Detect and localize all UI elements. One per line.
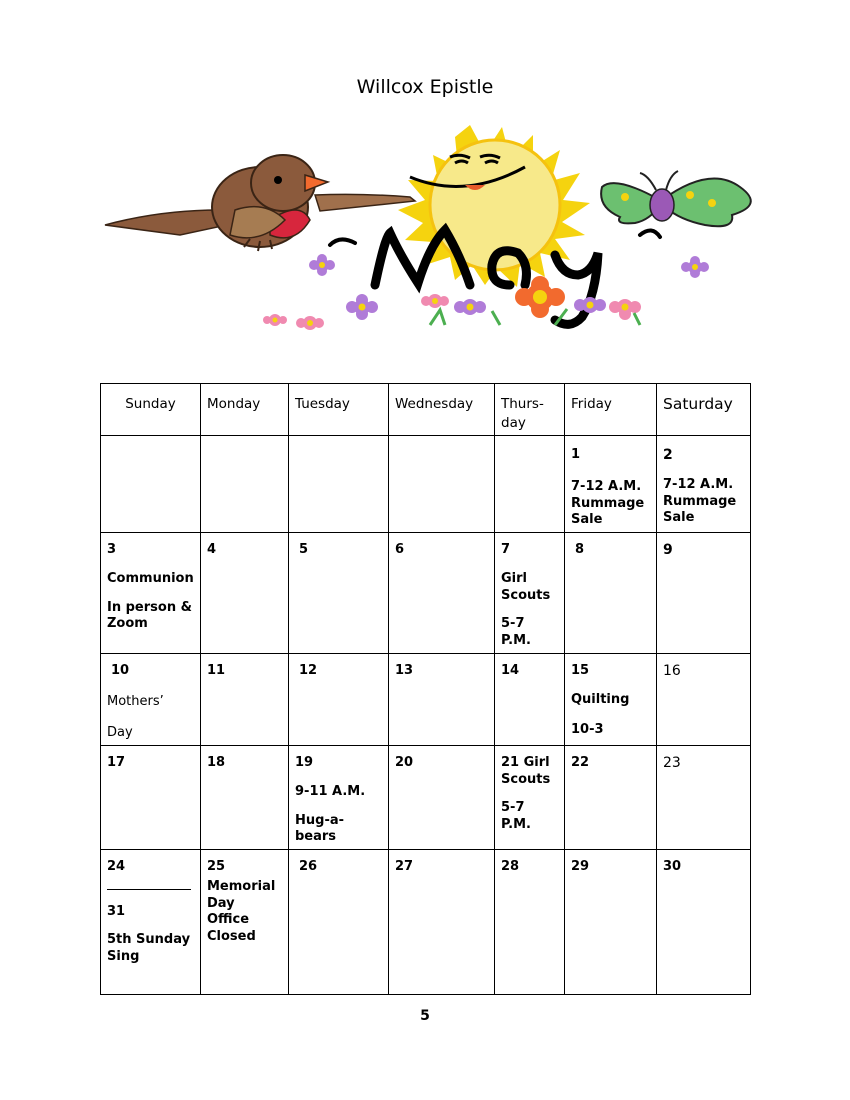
event-text: Office [207, 912, 250, 927]
event-text: Girl [501, 571, 527, 586]
day-cell-1 [565, 436, 657, 533]
day-cell-9 [657, 533, 751, 654]
day-number: 27 [395, 859, 414, 874]
event-text: 7-12 A.M. [663, 477, 734, 492]
day-number: 15 [571, 663, 590, 678]
event-text: Day [207, 895, 235, 911]
day-number: 17 [107, 755, 126, 770]
event-text: 5-7 [501, 800, 525, 815]
event-text: Mothers’ [107, 694, 164, 709]
empty-day-cell [289, 436, 389, 533]
weekday-header-row [101, 384, 751, 436]
bird-icon [105, 155, 415, 251]
day-cell-28 [495, 850, 565, 995]
day-number: 26 [299, 859, 318, 874]
day-number: 4 [207, 542, 217, 557]
empty-day-cell [495, 436, 565, 533]
event-text: 9-11 A.M. [295, 784, 366, 799]
day-cell-16 [657, 654, 751, 746]
day-cell-6 [389, 533, 495, 654]
day-cell-21 [495, 746, 565, 850]
event-text: P.M. [501, 632, 531, 648]
day-cell-4 [201, 533, 289, 654]
day-cell-19 [289, 746, 389, 850]
day-cell-11 [201, 654, 289, 746]
day-number: 30 [663, 859, 682, 874]
empty-day-cell [201, 436, 289, 533]
day-cell-2 [657, 436, 751, 533]
day-number: 13 [395, 663, 414, 678]
day-number: 21 Girl [501, 755, 550, 770]
event-text: 7-12 A.M. [571, 479, 642, 494]
day-cell-17 [101, 746, 201, 850]
weekday-monday: Monday [201, 384, 289, 436]
day-number: 25 [207, 859, 226, 874]
day-cell-15 [565, 654, 657, 746]
event-text: Closed [207, 928, 256, 944]
event-text: bears [295, 829, 337, 844]
day-cell-30 [657, 850, 751, 995]
cell-divider [107, 889, 191, 890]
day-cell-29 [565, 850, 657, 995]
day-cell-14 [495, 654, 565, 746]
event-text: Scouts [501, 771, 551, 787]
calendar-week-row [101, 654, 751, 746]
empty-day-cell [389, 436, 495, 533]
day-number: 11 [207, 663, 226, 678]
event-text: Zoom [107, 616, 148, 631]
day-number: 1 [571, 447, 581, 462]
day-number: 12 [299, 663, 318, 678]
day-cell-3 [101, 533, 201, 654]
day-cell-13 [389, 654, 495, 746]
day-cell-10 [101, 654, 201, 746]
day-number: 5 [299, 542, 309, 557]
may-calendar-table [100, 383, 751, 995]
calendar-week-row [101, 746, 751, 850]
event-text: Hug-a- [295, 812, 345, 828]
event-text: Sale [663, 510, 695, 525]
day-cell-8 [565, 533, 657, 654]
day-number: 8 [575, 542, 585, 557]
day-number: 31 [107, 904, 126, 919]
day-cell-23 [657, 746, 751, 850]
calendar-week-row [101, 436, 751, 533]
butterfly-icon [601, 171, 751, 226]
event-text: Communion [107, 571, 194, 586]
day-number: 7 [501, 542, 511, 557]
day-number: 20 [395, 755, 414, 770]
day-number: 9 [663, 542, 673, 558]
page-title: Willcox Epistle [356, 76, 494, 98]
weekday-sunday: Sunday [101, 384, 201, 436]
calendar-week-row [101, 533, 751, 654]
day-cell-26 [289, 850, 389, 995]
day-number: 14 [501, 663, 520, 678]
day-cell-7 [495, 533, 565, 654]
event-text: Scouts [501, 587, 551, 603]
day-number: 28 [501, 859, 520, 874]
calendar-week-row [101, 850, 751, 995]
event-text: Sale [571, 512, 603, 527]
day-cell-18 [201, 746, 289, 850]
day-number: 29 [571, 859, 590, 874]
weekday-friday: Friday [565, 384, 657, 436]
day-cell-24-31 [101, 850, 201, 995]
weekday-tuesday: Tuesday [289, 384, 389, 436]
day-number: 10 [111, 663, 130, 678]
day-number: 19 [295, 755, 314, 770]
event-text: Rummage [571, 495, 645, 511]
weekday-thursday [495, 384, 565, 436]
day-cell-22 [565, 746, 657, 850]
day-number: 22 [571, 755, 590, 770]
event-text: 5th Sunday [107, 932, 191, 947]
day-cell-25 [201, 850, 289, 995]
page-number: 5 [420, 1008, 430, 1024]
day-number: 18 [207, 755, 226, 770]
day-number: 2 [663, 447, 673, 463]
day-number: 24 [107, 859, 126, 874]
day-number: 3 [107, 542, 117, 557]
day-cell-27 [389, 850, 495, 995]
weekday-saturday: Saturday [657, 384, 751, 436]
day-number: 6 [395, 542, 405, 557]
event-text: 5-7 [501, 616, 525, 631]
event-text: Sing [107, 948, 140, 964]
day-cell-20 [389, 746, 495, 850]
empty-day-cell [101, 436, 201, 533]
event-text: Memorial [207, 879, 276, 894]
day-cell-5 [289, 533, 389, 654]
day-cell-12 [289, 654, 389, 746]
event-text: 10-3 [571, 721, 604, 737]
event-text: Day [107, 724, 133, 740]
day-number: 23 [663, 755, 681, 771]
weekday-thursday-part1: Thurs- [501, 396, 544, 412]
event-text: In person & [107, 599, 192, 615]
event-text: P.M. [501, 816, 531, 832]
weekday-thursday-part2: day [501, 415, 526, 431]
weekday-wednesday: Wednesday [389, 384, 495, 436]
event-text: Quilting [571, 692, 630, 707]
event-text: Rummage [663, 493, 737, 509]
may-banner-illustration [100, 125, 770, 335]
day-number: 16 [663, 663, 681, 679]
